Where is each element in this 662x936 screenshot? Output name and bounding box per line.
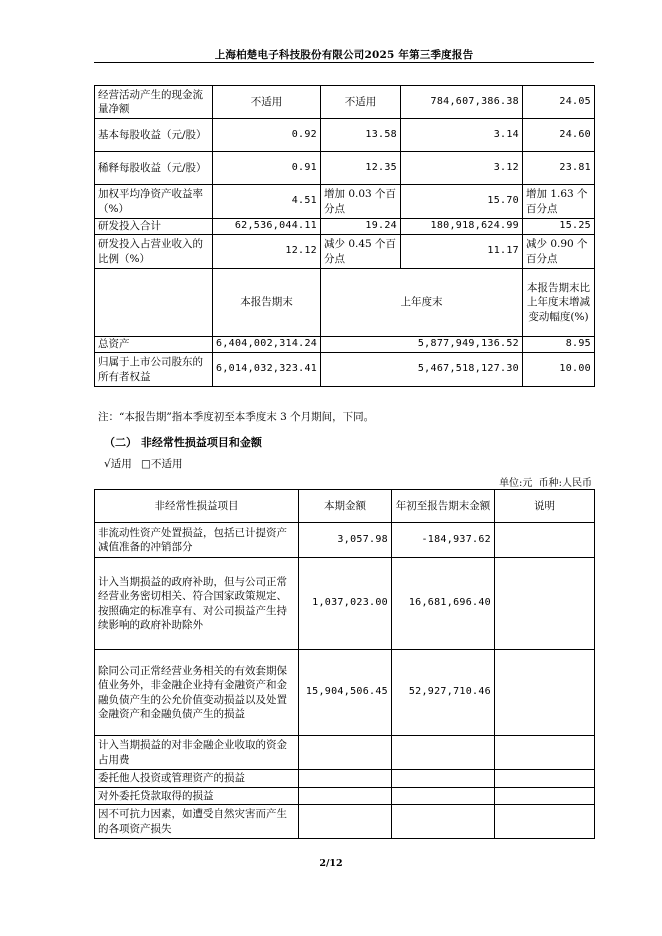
financial-indicators-table [94,85,595,387]
table-row [95,185,595,219]
cell-description [495,650,595,736]
table-row [95,353,595,387]
cell-ytd-amount [392,805,495,839]
cell-current-change: 13.58 [321,119,401,152]
cell-current-period: 0.92 [213,119,321,152]
cell-ytd-amount: 16,681,696.40 [392,558,495,650]
table-row [95,235,595,269]
cell-current-change: 12.35 [321,152,401,185]
header-rule [94,62,594,63]
cell-current-change: 不适用 [321,86,401,119]
applicability-options [104,456,182,471]
unit-note [499,474,592,489]
cell-description [495,770,595,788]
cell-ytd-change: 15.25 [523,219,595,235]
applicable-checked-option: √适用 [104,458,132,470]
cell-ytd-amount [392,736,495,770]
cell-current-change: 19.24 [321,219,401,235]
table-row [95,558,595,650]
item-label: 非流动性资产处置损益，包括已计提资产减值准备的冲销部分 [95,523,299,558]
subheader-prior-year-end: 上年度末 [321,269,523,337]
section-title: （二） 非经常性损益项目和金额 [104,436,262,449]
item-label: 因不可抗力因素，如遭受自然灾害而产生的各项资产损失 [95,805,299,839]
cell-prior-year-end: 5,467,518,127.30 [321,353,523,387]
currency-label: 币种:人民币 [538,478,592,489]
cell-prior-year-end: 5,877,949,136.52 [321,337,523,353]
table-row [95,770,595,788]
cell-change-pct: 10.00 [523,353,595,387]
table-row [95,523,595,558]
row-label: 基本每股收益（元/股） [95,119,213,152]
cell-current-period: 62,536,044.11 [213,219,321,235]
row-label: 稀释每股收益（元/股） [95,152,213,185]
subheader-period-end: 本报告期末 [213,269,321,337]
cell-current-amount [299,805,392,839]
cell-period-end: 6,014,032,323.41 [213,353,321,387]
cell-description [495,736,595,770]
table-row [95,650,595,736]
item-label: 委托他人投资或管理资产的损益 [95,770,299,788]
header-current-amount: 本期金额 [299,490,392,523]
header-ytd-amount: 年初至报告期末金额 [392,490,495,523]
cell-ytd-amount [392,788,495,805]
cell-ytd: 3.12 [401,152,523,185]
cell-ytd-change: 增加 1.63 个百分点 [523,185,595,219]
table-row [95,152,595,185]
row-label: 经营活动产生的现金流量净额 [95,86,213,119]
row-label: 总资产 [95,337,213,353]
cell-change-pct: 8.95 [523,337,595,353]
cell-ytd-amount [392,770,495,788]
cell-ytd-change: 24.60 [523,119,595,152]
cell-current-amount [299,788,392,805]
item-label: 对外委托贷款取得的损益 [95,788,299,805]
cell-current-change: 增加 0.03 个百分点 [321,185,401,219]
cell-current-period: 4.51 [213,185,321,219]
table-header-row [95,490,595,523]
cell-current-change: 减少 0.45 个百分点 [321,235,401,269]
cell-ytd: 180,918,624.99 [401,219,523,235]
cell-current-amount [299,736,392,770]
unit-label: 单位:元 [499,478,533,489]
not-applicable-option: □不适用 [141,458,183,470]
header-description: 说明 [495,490,595,523]
cell-description [495,805,595,839]
item-label: 计入当期损益的对非金融企业收取的资金占用费 [95,736,299,770]
cell-description [495,558,595,650]
row-label: 加权平均净资产收益率（%） [95,185,213,219]
row-label: 研发投入合计 [95,219,213,235]
cell-current-period: 12.12 [213,235,321,269]
cell-period-end: 6,404,002,314.24 [213,337,321,353]
table-footnote: 注：“本报告期”指本季度初至本季度末 3 个月期间，下同。 [98,411,375,423]
cell-ytd-amount: 52,927,710.46 [392,650,495,736]
row-label: 研发投入占营业收入的比例（%） [95,235,213,269]
cell-ytd: 11.17 [401,235,523,269]
non-recurring-items-table [94,489,595,839]
header-item: 非经常性损益项目 [95,490,299,523]
table-row [95,805,595,839]
cell-ytd-change: 24.05 [523,86,595,119]
cell-current-amount: 1,037,023.00 [299,558,392,650]
cell-description [495,523,595,558]
subheader-blank [95,269,213,337]
cell-current-amount: 15,904,506.45 [299,650,392,736]
table-row [95,788,595,805]
cell-ytd-amount: -184,937.62 [392,523,495,558]
table-row [95,736,595,770]
subheader-change-pct: 本报告期末比上年度末增减变动幅度(%) [523,269,595,337]
row-label: 归属于上市公司股东的所有者权益 [95,353,213,387]
table-row [95,337,595,353]
cell-ytd: 15.70 [401,185,523,219]
cell-current-amount: 3,057.98 [299,523,392,558]
item-label: 计入当期损益的政府补助，但与公司正常经营业务密切相关、符合国家政策规定、按照确定的标准享有、对公司损益产生持续影响的政府补助除外 [95,558,299,650]
page-number: 2/12 [319,858,343,869]
item-label: 除同公司正常经营业务相关的有效套期保值业务外，非金融企业持有金融资产和金融负债产生的公允价值变动损益以及处置金融资产和金融负债产生的损益 [95,650,299,736]
table-row [95,219,595,235]
cell-ytd-change: 23.81 [523,152,595,185]
cell-ytd: 784,607,386.38 [401,86,523,119]
table-row [95,86,595,119]
page-header-title: 上海柏楚电子科技股份有限公司2025 年第三季度报告 [214,49,474,61]
cell-description [495,788,595,805]
cell-current-amount [299,770,392,788]
cell-current-period: 不适用 [213,86,321,119]
cell-ytd: 3.14 [401,119,523,152]
cell-current-period: 0.91 [213,152,321,185]
cell-ytd-change: 减少 0.90 个百分点 [523,235,595,269]
table-row [95,119,595,152]
table-subheader-row [95,269,595,337]
